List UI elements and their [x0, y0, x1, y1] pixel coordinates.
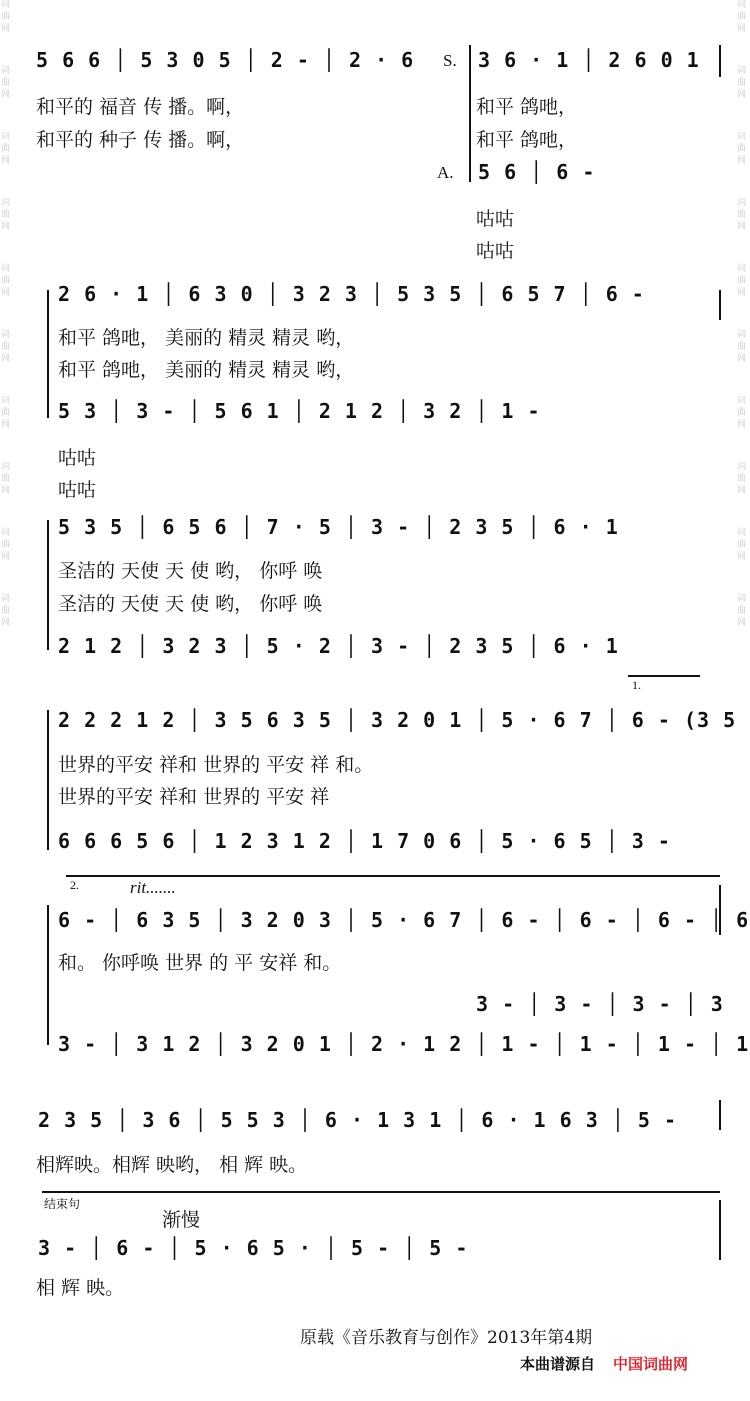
section1-s-lyric-2: 和平 鸽吔， [476, 129, 578, 151]
watermark-glyph: 词 [737, 0, 747, 10]
watermark-glyph: 网 [1, 90, 11, 100]
source-line [520, 1353, 688, 1374]
watermark-glyph: 网 [737, 222, 747, 232]
watermark-glyph: 网 [737, 486, 747, 496]
section1-a-lyric-1: 咕咕 [476, 208, 515, 230]
watermark-glyph: 曲 [1, 606, 11, 616]
watermark-glyph: 词 [737, 528, 747, 538]
watermark-glyph: 曲 [737, 276, 747, 286]
section1-lyric-2: 和平的 种子 传 播。啊， [36, 129, 245, 151]
watermark-glyph: 词 [1, 132, 11, 142]
section1-a-lyric-2: 咕咕 [476, 240, 515, 262]
voice-s-label: S. [443, 51, 457, 70]
voice-a-label: A. [437, 163, 454, 182]
section3-lyric-2: 圣洁的 天使 天 使 哟， 你呼 唤 [58, 593, 323, 615]
section4-top-notes: 2 2 2 1 2 │ 3 5 6 3 5 │ 3 2 0 1 │ 5 · 6 7 │ 6 - (3 5 [58, 708, 737, 732]
section5-top-notes: 6 - │ 6 3 5 │ 3 2 0 3 │ 5 · 6 7 │ 6 - │ 6 - │ 6 - │ 6 [58, 908, 750, 932]
watermark-glyph: 网 [737, 156, 747, 166]
watermark-glyph: 词 [737, 198, 747, 208]
watermark-glyph: 网 [1, 156, 11, 166]
section5-lyric: 和。 你呼唤 世界 的 平 安祥 和。 [58, 952, 342, 974]
tempo-rit: rit....... [130, 878, 176, 897]
volta-2-label: 2. [70, 878, 79, 892]
publication-credit: 原载《音乐教育与创作》2013年第4期 [300, 1328, 593, 1348]
source-brand: 中国词曲网 [613, 1355, 689, 1373]
section5-chord-upper: 3 - │ 3 - │ 3 - │ 3 [476, 992, 724, 1016]
section2-bottom-lyric-1: 咕咕 [58, 447, 97, 469]
watermark-glyph: 曲 [1, 210, 11, 220]
watermark-glyph: 词 [737, 330, 747, 340]
watermark-glyph: 网 [737, 618, 747, 628]
watermark-glyph: 网 [737, 288, 747, 298]
section4-lyric-1: 世界的平安 祥和 世界的 平安 祥 和。 [58, 754, 374, 776]
watermark-glyph: 网 [1, 354, 11, 364]
watermark-glyph: 词 [1, 528, 11, 538]
section7-lyric: 相 辉 映。 [36, 1277, 125, 1299]
tempo-slowing: 渐慢 [162, 1209, 201, 1231]
section4-lyric-2: 世界的平安 祥和 世界的 平安 祥 [58, 786, 330, 808]
watermark-glyph: 曲 [737, 144, 747, 154]
section7-notes: 3 - │ 6 - │ 5 · 6 5 · │ 5 - │ 5 - [38, 1236, 469, 1260]
watermark-glyph: 词 [737, 66, 747, 76]
watermark-glyph: 词 [1, 330, 11, 340]
watermark-glyph: 词 [737, 594, 747, 604]
watermark-glyph: 网 [1, 552, 11, 562]
watermark-glyph: 曲 [1, 408, 11, 418]
watermark-glyph: 网 [737, 420, 747, 430]
section3-lyric-1: 圣洁的 天使 天 使 哟， 你呼 唤 [58, 560, 323, 582]
source-label: 本曲谱源自 [520, 1355, 596, 1373]
watermark-glyph: 曲 [1, 144, 11, 154]
watermark-glyph: 词 [737, 396, 747, 406]
watermark-glyph: 词 [737, 264, 747, 274]
watermark-glyph: 曲 [1, 12, 11, 22]
watermark-glyph: 网 [1, 222, 11, 232]
watermark-glyph: 词 [1, 66, 11, 76]
watermark-glyph: 词 [1, 264, 11, 274]
watermark-glyph: 词 [1, 198, 11, 208]
section1-a-notes: 5 6 │ 6 - [478, 160, 596, 184]
watermark-glyph: 网 [737, 90, 747, 100]
watermark-glyph: 曲 [1, 540, 11, 550]
section2-bottom-lyric-2: 咕咕 [58, 479, 97, 501]
watermark-glyph: 网 [1, 288, 11, 298]
watermark-glyph: 词 [1, 594, 11, 604]
watermark-glyph: 曲 [737, 474, 747, 484]
volta-1-label: 1. [632, 678, 641, 692]
watermark-glyph: 曲 [737, 210, 747, 220]
section3-top-notes: 5 3 5 │ 6 5 6 │ 7 · 5 │ 3 - │ 2 3 5 │ 6 · 1 [58, 515, 619, 539]
watermark-glyph: 词 [737, 462, 747, 472]
watermark-glyph: 词 [1, 396, 11, 406]
watermark-glyph: 网 [1, 420, 11, 430]
watermark-glyph: 网 [737, 354, 747, 364]
section1-main-notes: 5 6 6 │ 5 3 0 5 │ 2 - │ 2 · 6 [36, 48, 415, 72]
watermark-glyph: 曲 [737, 408, 747, 418]
watermark-glyph: 词 [1, 0, 11, 10]
watermark-glyph: 词 [737, 132, 747, 142]
watermark-glyph: 网 [1, 486, 11, 496]
section6-lyric: 相辉映。相辉 映哟， 相 辉 映。 [36, 1154, 308, 1176]
watermark-glyph: 曲 [737, 78, 747, 88]
watermark-glyph: 网 [737, 552, 747, 562]
watermark-glyph: 曲 [1, 342, 11, 352]
section3-bottom-notes: 2 1 2 │ 3 2 3 │ 5 · 2 │ 3 - │ 2 3 5 │ 6 · 1 [58, 634, 619, 658]
section1-lyric-1: 和平的 福音 传 播。啊， [36, 96, 245, 118]
section6-notes: 2 3 5 │ 3 6 │ 5 5 3 │ 6 · 1 3 1 │ 6 · 1 6 3 │ 5 - [38, 1108, 678, 1132]
section2-top-notes: 2 6 · 1 │ 6 3 0 │ 3 2 3 │ 5 3 5 │ 6 5 7 │ 6 - [58, 282, 645, 306]
watermark-glyph: 网 [1, 24, 11, 34]
section5-bottom-notes: 3 - │ 3 1 2 │ 3 2 0 1 │ 2 · 1 2 │ 1 - │ 1 - │ 1 - │ 1 [58, 1032, 750, 1056]
ending-label: 结束句 [44, 1197, 81, 1211]
section2-bottom-notes: 5 3 │ 3 - │ 5 6 1 │ 2 1 2 │ 3 2 │ 1 - [58, 399, 541, 423]
watermark-glyph: 网 [737, 24, 747, 34]
section4-bottom-notes: 6 6 6 5 6 │ 1 2 3 1 2 │ 1 7 0 6 │ 5 · 6 5 │ 3 - [58, 829, 671, 853]
section2-lyric-2: 和平 鸽吔， 美丽的 精灵 精灵 哟， [58, 359, 355, 381]
watermark-glyph: 曲 [1, 276, 11, 286]
section2-lyric-1: 和平 鸽吔， 美丽的 精灵 精灵 哟， [58, 327, 355, 349]
section1-s-lyric-1: 和平 鸽吔， [476, 96, 578, 118]
watermark-glyph: 曲 [737, 540, 747, 550]
watermark-glyph: 词 [1, 462, 11, 472]
watermark-glyph: 曲 [1, 78, 11, 88]
watermark-glyph: 曲 [737, 12, 747, 22]
watermark-glyph: 曲 [1, 474, 11, 484]
watermark-glyph: 曲 [737, 606, 747, 616]
watermark-glyph: 网 [1, 618, 11, 628]
section1-s-notes: 3 6 · 1 │ 2 6 0 1 [478, 48, 700, 72]
watermark-glyph: 曲 [737, 342, 747, 352]
